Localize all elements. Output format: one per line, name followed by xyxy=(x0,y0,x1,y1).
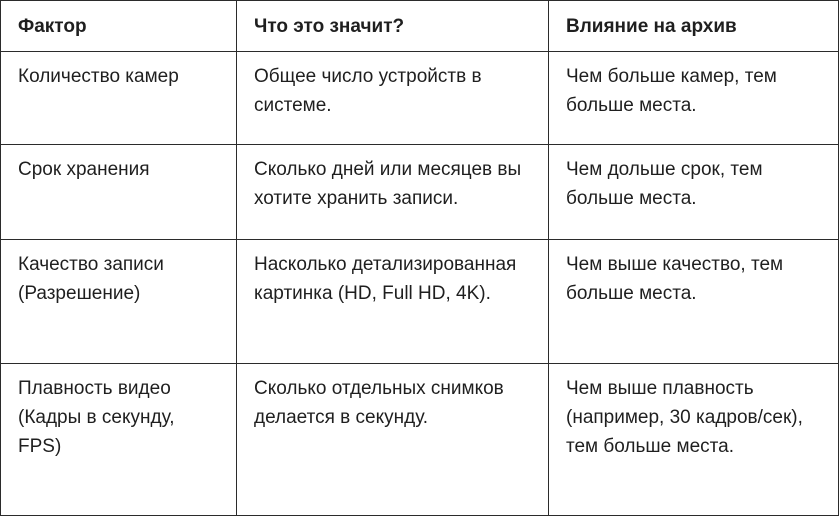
cell-impact: Чем выше качество, тем больше места. xyxy=(549,240,839,364)
cell-factor: Количество камер xyxy=(1,52,237,145)
table-row xyxy=(1,145,839,240)
cell-impact: Чем дольше срок, тем больше места. xyxy=(549,145,839,240)
table-row xyxy=(1,364,839,516)
cell-factor: Плавность видео (Кадры в секунду, FPS) xyxy=(1,364,237,516)
header-factor: Фактор xyxy=(1,1,237,52)
table-header-row xyxy=(1,1,839,52)
cell-meaning: Сколько отдельных снимков делается в секунду. xyxy=(237,364,549,516)
cell-impact: Чем выше плавность (например, 30 кадров/сек), тем больше места. xyxy=(549,364,839,516)
table-row xyxy=(1,52,839,145)
table-row xyxy=(1,240,839,364)
cell-meaning: Насколько детализированная картинка (HD, Full HD, 4K). xyxy=(237,240,549,364)
cell-impact: Чем больше камер, тем больше места. xyxy=(549,52,839,145)
header-impact: Влияние на архив xyxy=(549,1,839,52)
cell-factor: Срок хранения xyxy=(1,145,237,240)
cell-meaning: Сколько дней или месяцев вы хотите хранить записи. xyxy=(237,145,549,240)
cell-meaning: Общее число устройств в системе. xyxy=(237,52,549,145)
header-meaning: Что это значит? xyxy=(237,1,549,52)
cell-factor: Качество записи (Разрешение) xyxy=(1,240,237,364)
